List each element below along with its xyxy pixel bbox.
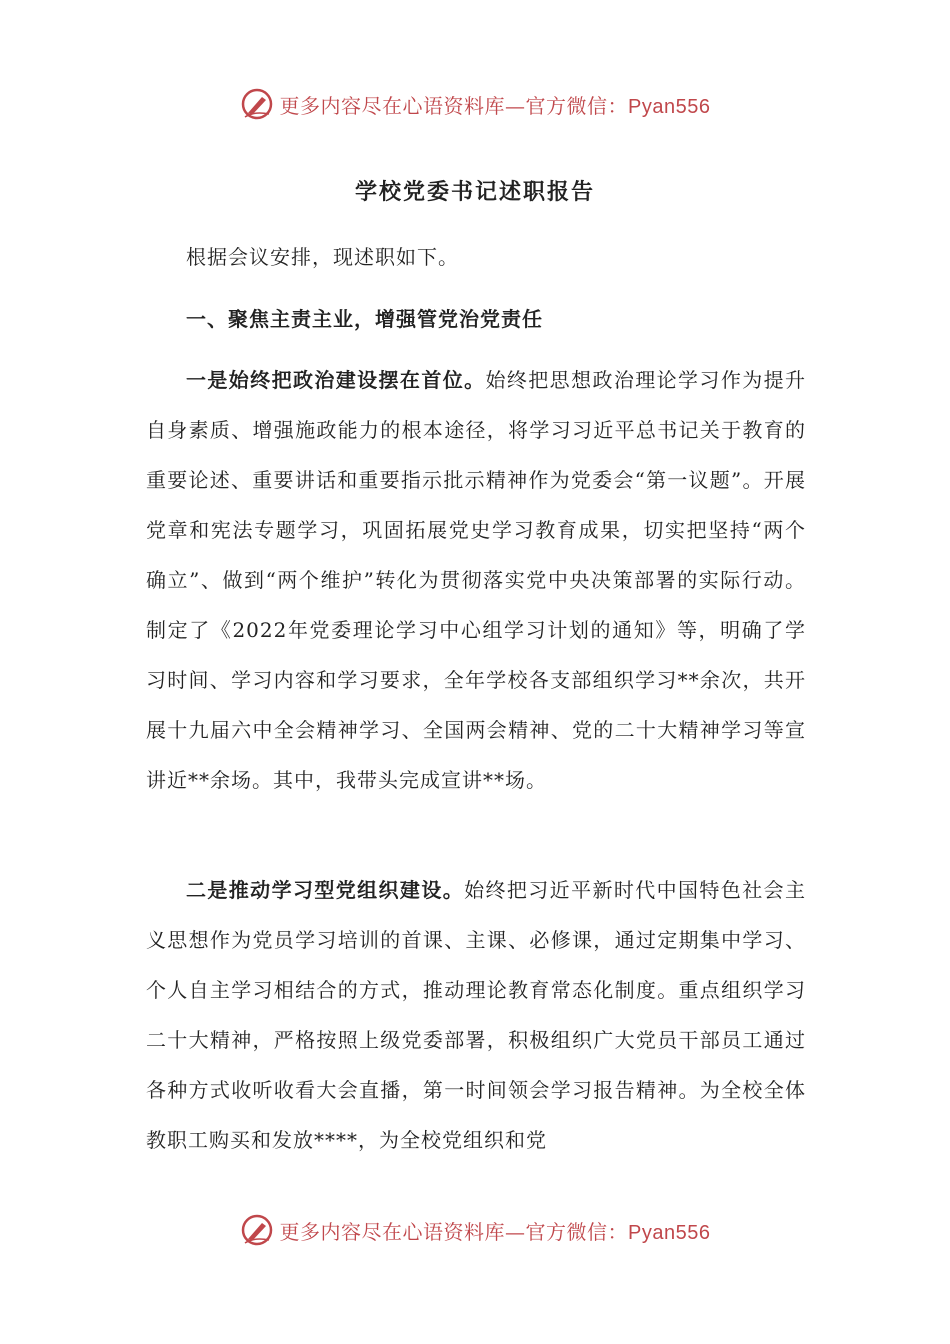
body-paragraph-2 — [146, 865, 806, 1165]
watermark-text: 更多内容尽在心语资料库—官方微信：Pyan556 — [279, 1219, 711, 1244]
body-paragraph-1 — [146, 355, 806, 805]
paragraph-lead: 一是始终把政治建设摆在首位。 — [186, 368, 486, 392]
paragraph-body: 始终把习近平新时代中国特色社会主义思想作为党员学习培训的首课、主课、必修课，通过定期集中学习、个人自主学习相结合的方式，推动理论教育常态化制度。重点组织学习二十大精神，严格按照上级党委部署，积极组织广大党员干部员工通过各种方式收听收看大会直播，第一时间领会学习报告精神。为全校全体教职工购买和发放****，为全校党组织和党 — [146, 878, 807, 1152]
watermark-header — [0, 82, 950, 126]
intro-paragraph: 根据会议安排，现述职如下。 — [186, 245, 459, 269]
pen-logo-icon — [240, 87, 274, 121]
paragraph-body: 始终把思想政治理论学习作为提升自身素质、增强施政能力的根本途径，将学习习近平总书记关于教育的重要论述、重要讲话和重要指示批示精神作为党委会“第一议题”。开展党章和宪法专题学习，巩固拓展党史学习教育成果，切实把坚持“两个确立”、做到“两个维护”转化为贯彻落实党中央决策部署的实际行动。制定了《2022年党委理论学习中心组学习计划的通知》等，明确了学习时间、学习内容和学习要求，全年学校各支部组织学习**余次，共开展十九届六中全会精神学习、全国两会精神、党的二十大精神学习等宣讲近**余场。其中，我带头完成宣讲**场。 — [146, 368, 806, 792]
section-heading: 一、聚焦主责主业，增强管党治党责任 — [186, 307, 543, 331]
watermark-text: 更多内容尽在心语资料库—官方微信：Pyan556 — [279, 93, 711, 118]
paragraph-lead: 二是推动学习型党组织建设。 — [186, 878, 465, 902]
document-title: 学校党委书记述职报告 — [354, 179, 595, 205]
pen-logo-icon — [240, 1213, 274, 1247]
watermark-footer — [0, 1208, 950, 1252]
